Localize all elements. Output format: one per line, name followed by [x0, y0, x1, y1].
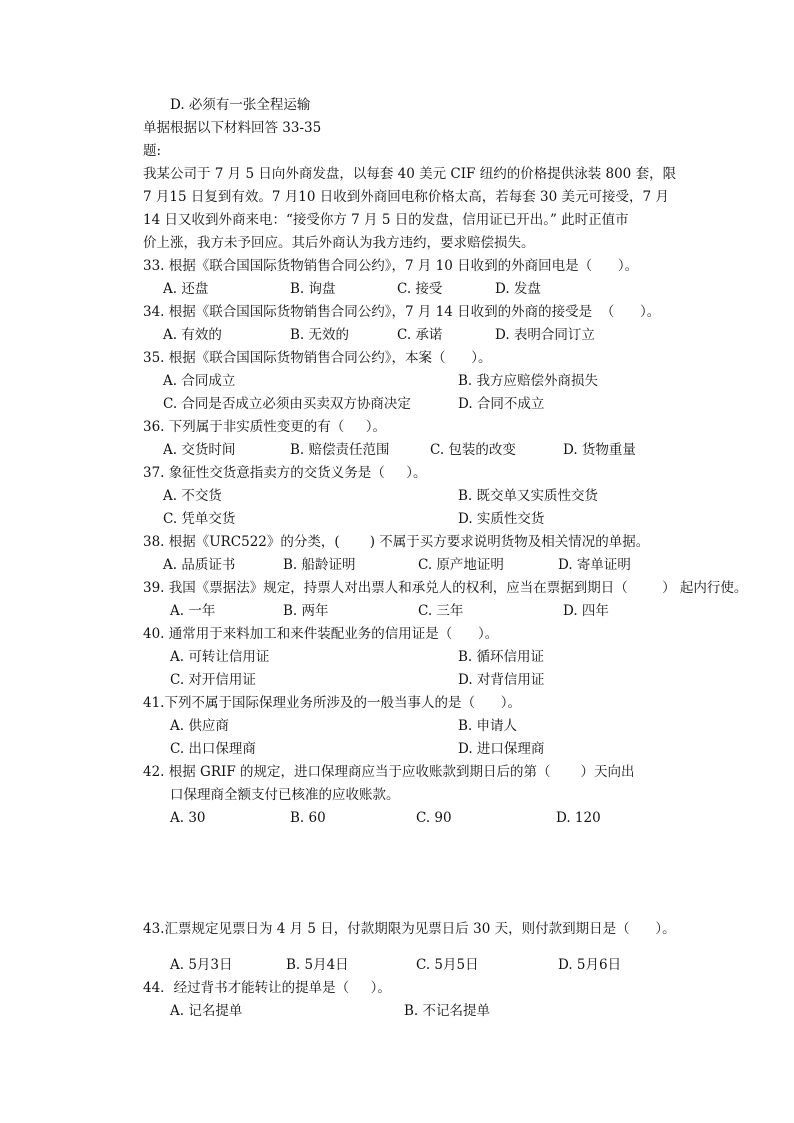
- question-38-option-c: C. 原产地证明: [418, 557, 504, 573]
- question-36-option-c: C. 包装的改变: [430, 442, 516, 458]
- question-40-option-d: D. 对背信用证: [458, 672, 545, 688]
- question-42-option-d: D. 120: [556, 810, 601, 826]
- question-40-option-b: B. 循环信用证: [458, 649, 545, 665]
- question-34-option-a: A. 有效的: [163, 327, 222, 343]
- question-41-option-b: B. 申请人: [458, 718, 518, 734]
- question-40-stem: 40. 通常用于来料加工和来件装配业务的信用证是（ ）。: [143, 626, 499, 642]
- question-42-option-a: A. 30: [170, 810, 206, 826]
- question-36-option-a: A. 交货时间: [163, 442, 236, 458]
- question-33-option-a: A. 还盘: [163, 281, 209, 297]
- question-39-option-a: A. 一年: [170, 603, 216, 619]
- question-39-option-d: D. 四年: [563, 603, 609, 619]
- case-text-line: 我某公司于 7 月 5 日向外商发盘，以每套 40 美元 CIF 纽约的价格提供泳装 800 套，限: [143, 166, 677, 182]
- question-33-option-d: D. 发盘: [495, 281, 541, 297]
- question-35-option-d: D. 合同不成立: [458, 396, 545, 412]
- question-42-option-b: B. 60: [290, 810, 326, 826]
- question-39-option-b: B. 两年: [283, 603, 329, 619]
- question-37-option-a: A. 不交货: [163, 488, 222, 504]
- question-39-stem: 39. 我国《票据法》规定，持票人对出票人和承兑人的权利，应当在票据到期日（ ） 起内行使。: [143, 580, 748, 596]
- question-37-option-c: C. 凭单交货: [163, 511, 236, 527]
- question-37-stem: 37. 象征性交货意指卖方的交货义务是（ ）。: [143, 465, 427, 481]
- question-36-stem: 36. 下列属于非实质性变更的有（ ）。: [143, 419, 386, 435]
- question-41-option-a: A. 供应商: [170, 718, 229, 734]
- question-43-option-d: D. 5月6日: [558, 957, 622, 973]
- question-35-option-a: A. 合同成立: [163, 373, 236, 389]
- question-33-stem: 33. 根据《联合国国际货物销售合同公约》，7 月 10 日收到的外商回电是（ ）。: [143, 258, 639, 274]
- question-40-option-c: C. 对开信用证: [170, 672, 256, 688]
- case-text-line: 价上涨，我方未予回应。其后外商认为我方违约，要求赔偿损失。: [143, 235, 535, 251]
- question-36-option-b: B. 赔偿责任范围: [290, 442, 390, 458]
- question-34-stem: 34. 根据《联合国国际货物销售合同公约》，7 月 14 日收到的外商的接受是 （ ）。: [143, 304, 661, 320]
- question-44-option-b: B. 不记名提单: [404, 1003, 491, 1019]
- question-33-option-b: B. 询盘: [290, 281, 336, 297]
- question-38-option-d: D. 寄单证明: [558, 557, 631, 573]
- intro-line-2: 题:: [143, 143, 162, 159]
- question-35-option-b: B. 我方应赔偿外商损失: [458, 373, 599, 389]
- question-44-stem: 44．经过背书才能转让的提单是（ ）。: [143, 980, 391, 996]
- case-text-line: 14 日又收到外商来电：“接受你方 7 月 5 日的发盘，信用证已开出。” 此时正值市: [143, 212, 629, 228]
- question-37-option-d: D. 实质性交货: [458, 511, 545, 527]
- question-42-stem-continued: 口保理商全额支付已核准的应收账款。: [170, 787, 400, 803]
- question-33-option-c: C. 接受: [397, 281, 443, 297]
- question-34-option-c: C. 承诺: [397, 327, 443, 343]
- question-43-stem: 43.汇票规定见票日为 4 月 5 日，付款期限为见票日后 30 天，则付款到期日是（ ）。: [143, 921, 676, 937]
- question-42-option-c: C. 90: [416, 810, 452, 826]
- question-40-option-a: A. 可转让信用证: [170, 649, 270, 665]
- case-text-line: 7 月15 日复到有效。7 月10 日收到外商回电称价格太高，若每套 30 美元可接受，7 月: [143, 189, 669, 205]
- question-38-option-a: A. 品质证书: [163, 557, 236, 573]
- question-43-option-b: B. 5月4日: [286, 957, 349, 973]
- question-37-option-b: B. 既交单又实质性交货: [458, 488, 599, 504]
- question-34-option-b: B. 无效的: [290, 327, 350, 343]
- question-41-option-c: C. 出口保理商: [170, 741, 256, 757]
- question-41-stem: 41.下列不属于国际保理业务所涉及的一般当事人的是（ ）。: [143, 695, 521, 711]
- question-42-stem: 42. 根据 GRIF 的规定，进口保理商应当于应收账款到期日后的第（ ）天向出: [143, 764, 635, 780]
- question-44-option-a: A. 记名提单: [170, 1003, 243, 1019]
- question-43-option-c: C. 5月5日: [416, 957, 479, 973]
- question-41-option-d: D. 进口保理商: [458, 741, 545, 757]
- question-43-option-a: A. 5月3日: [170, 957, 233, 973]
- question-39-option-c: C. 三年: [418, 603, 464, 619]
- intro-line-1: 单据根据以下材料回答 33-35: [143, 120, 322, 136]
- question-34-option-d: D. 表明合同订立: [495, 327, 595, 343]
- question-38-stem: 38. 根据《URC522》的分类，( ) 不属于买方要求说明货物及相关情况的单据。: [143, 534, 650, 550]
- question-38-option-b: B. 船龄证明: [283, 557, 356, 573]
- question-35-stem: 35. 根据《联合国国际货物销售合同公约》，本案（ ）。: [143, 350, 492, 366]
- option-d-previous-question: D. 必须有一张全程运输: [170, 97, 311, 113]
- question-36-option-d: D. 货物重量: [563, 442, 636, 458]
- question-35-option-c: C. 合同是否成立必须由买卖双方协商决定: [163, 396, 411, 412]
